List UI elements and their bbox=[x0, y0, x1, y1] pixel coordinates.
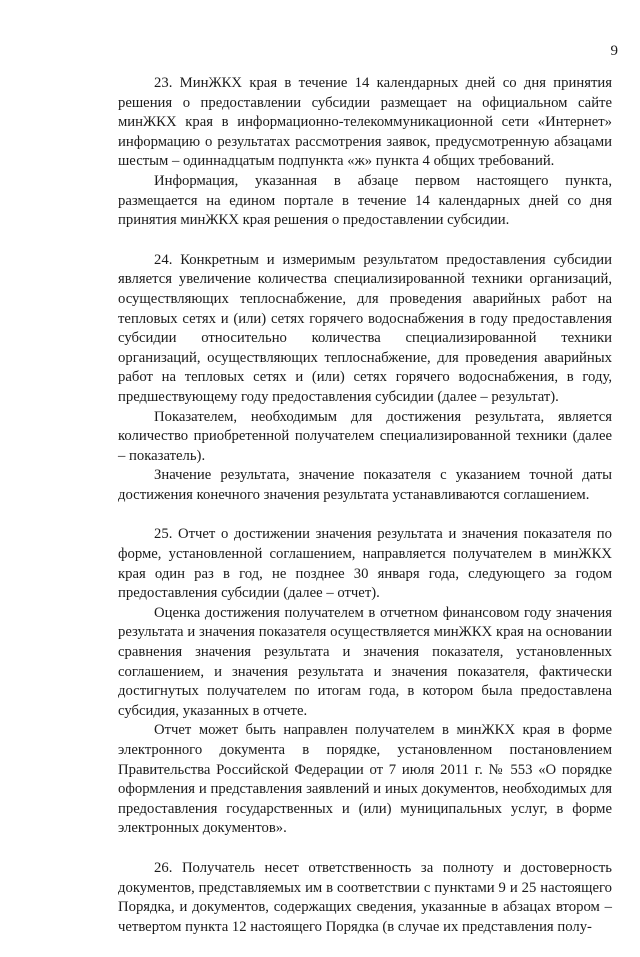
paragraph: Отчет может быть направлен получателем в минЖКХ края в форме электронного документа в порядке, установленном постановлением Правительства Российской Федерации от 7 июля 2011 г. № 553 «О порядке оформления и представления заявлений и иных документов, необходимых для предоставления государственных и (или) муниципальных услуг, в форме электронных документов». bbox=[118, 722, 612, 837]
section-24 bbox=[118, 251, 612, 506]
paragraph: 25. Отчет о достижении значения результата и значения показателя по форме, установленной соглашением, направляется получателем в минЖКХ края один раз в год, не позднее 30 января года, следующего за годом предоставления субсидии (далее – отчет). bbox=[118, 526, 612, 602]
paragraph: Показателем, необходимым для достижения результата, является количество приобретенной получателем специализированной техники (далее – показатель). bbox=[118, 408, 612, 464]
section-25 bbox=[118, 525, 612, 839]
paragraph: Оценка достижения получателем в отчетном финансовом году значения результата и значения показателя осуществляется минЖКХ края на основании сравнения значения результата и значения показателя, установленных соглашением, и значения результата и значения показателя, фактически достигнутых получателем по итогам года, в котором была предоставлена субсидия, указанных в отчете. bbox=[118, 604, 612, 719]
section-23 bbox=[118, 74, 612, 231]
paragraph: 23. МинЖКХ края в течение 14 календарных дней со дня принятия решения о предоставлении субсидии размещает на официальном сайте минЖКХ края в информационно-телекоммуникационной сети «Интернет» информацию о результатах рассмотрения заявок, предусмотренную абзацами шестым – одиннадцатым подпункта «ж» пункта 4 общих требований. bbox=[118, 75, 612, 170]
paragraph: 24. Конкретным и измеримым результатом предоставления субсидии является увеличение количества специализированной техники организаций, осуществляющих теплоснабжение, для проведения аварийных работ на тепловых сетях и (или) сетях горячего водоснабжения в году предоставления субсидии относительно количества специализированной техники организаций, осуществляющих теплоснабжение, для проведения аварийных работ на тепловых сетях и (или) сетях горячего водоснабжения, в году, предшествующему году предоставления субсидии (далее – результат). bbox=[118, 251, 612, 405]
paragraph: Значение результата, значение показателя с указанием точной даты достижения конечного значения результата устанавливаются соглашением. bbox=[118, 467, 612, 503]
document-body bbox=[118, 74, 612, 957]
section-26 bbox=[118, 859, 612, 937]
paragraph: 26. Получатель несет ответственность за полноту и достоверность документов, представляемых им в соответствии с пунктами 9 и 25 настоящего Порядка, и документов, содержащих сведения, указанные в абзацах втором – четвертом пункта 12 настоящего Порядка (в случае их представления полу- bbox=[118, 859, 612, 935]
paragraph: Информация, указанная в абзаце первом настоящего пункта, размещается на едином портале в течение 14 календарных дней со дня принятия минЖКХ края решения о предоставлении субсидии. bbox=[118, 172, 612, 229]
page-number: 9 bbox=[610, 43, 618, 59]
